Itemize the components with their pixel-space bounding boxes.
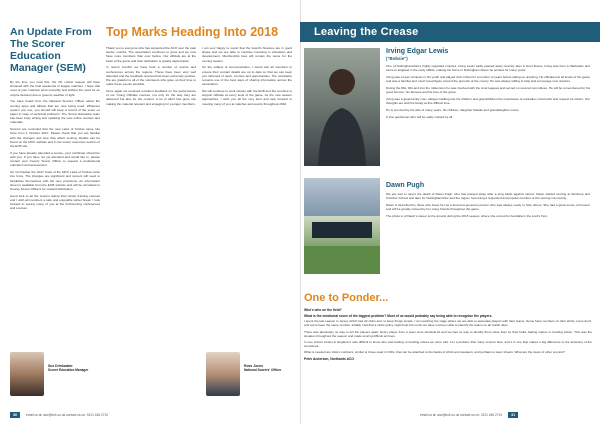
ponder-subquestion: What is the emotional score of the biggest problem? Most of us would probably say being able to recognise the players. bbox=[304, 313, 493, 318]
irving-paragraph: A true gentleman who will be sadly missed by all. bbox=[386, 114, 454, 119]
right-footer-contact: email us at: aco@ecb.co.uk contact us on: 0121 446 2710 bbox=[420, 413, 503, 417]
sem-title: An Update From The Scorer Education Manager (SEM) bbox=[10, 26, 92, 74]
irving-obituary bbox=[386, 48, 590, 122]
top-marks-column-right bbox=[202, 46, 292, 108]
top-marks-paragraph: Thank you to everyone who has supported the ACO over the past twelve months. The association continues to grow and we now have more members than ever before. Our officials are at the heart of the game and their dedication is greatly appreciated. bbox=[106, 46, 196, 63]
nso-signature-role: National Scorers' Officer bbox=[244, 368, 282, 373]
sem-paragraph: Good luck to all the scorers taking their winter training courses and I wish all members a safe and enjoyable winter break. I look forward to seeing many of you at the forthcoming conferences and courses. bbox=[10, 193, 100, 211]
right-footer bbox=[420, 411, 518, 419]
sem-signature-name: Sue Drinkwater bbox=[48, 364, 73, 368]
top-marks-paragraph: On the subject of communication, I would ask all members to ensure their contact details are up to date so that we can keep you informed of news, courses and opportunities. The newsletter remains one of the best ways of sharing information across the association. bbox=[202, 65, 292, 87]
dawn-name: Dawn Pugh bbox=[386, 182, 425, 189]
top-marks-columns bbox=[106, 46, 292, 108]
top-marks-paragraph: I am very happy to report that the board's finances are in good shape and we are able to continue investing in education and development. Membership fees will remain the same for the coming season. bbox=[202, 46, 292, 63]
dawn-paragraph: Dawn is described by those who knew her as a kind and generous person who was always ready to help others. She had a great sense of humour and will be greatly missed by her many friends throughout the game. bbox=[386, 203, 590, 212]
top-marks-column-left bbox=[106, 46, 196, 108]
page-gutter bbox=[300, 0, 301, 424]
irving-paragraph: Irving was a keen cricketer in his youth and played club cricket for a number of years before taking up umpiring. He officiated at all levels of the game and was a familiar and much loved figure around the grounds of the county. He was always willing to help and encourage new umpires. bbox=[386, 75, 590, 84]
left-footer bbox=[10, 411, 108, 419]
ponder-question: Who's who on the field? bbox=[304, 308, 342, 312]
irving-paragraph: He is survived by his wife of many years, his children, daughter Natalie and granddaughter Lotus. bbox=[386, 108, 520, 112]
sem-portrait-photo bbox=[10, 352, 44, 396]
sem-article bbox=[10, 26, 100, 213]
left-page-number: 30 bbox=[10, 412, 20, 418]
sem-signature bbox=[48, 364, 98, 373]
irving-paragraph: Irving was a great family man, always instilling into his children and grandchildren the importance of education, hard work and respect for others. Our thoughts are with his family at this difficult time. bbox=[386, 97, 590, 106]
scoreboard-icon bbox=[304, 216, 380, 274]
nso-signature bbox=[244, 364, 296, 373]
irving-name: Irving Edgar Lewis bbox=[386, 48, 449, 55]
ponder-article bbox=[304, 308, 592, 361]
ponder-paragraph: I spent the last season in Jersey which has 22 clubs and, to keep things simple, I am reaching the stage where we are able to associate players with their teams. Some have numbers on their shirts, some don't, and some have the same number. Initially I felt that a clubs policy might help but so far we have not been able to identify the teams on all match days. bbox=[304, 319, 592, 328]
dawn-paragraph: The photo is of Dawn's career at the ground during the 2015 season, where she scored for Australia in the Lord's Test. bbox=[386, 214, 548, 218]
ponder-paragraph: What is needed are Velcro numbers, similar to those used in ODIs, that can be attached to the backs of shirts and sweaters, and perhaps to team sheets. What are the views of other scorers? bbox=[304, 350, 565, 355]
top-marks-article bbox=[106, 26, 292, 108]
right-page-number: 31 bbox=[508, 412, 518, 418]
sem-signature-role: Scorer Education Manager bbox=[48, 368, 89, 373]
nso-portrait-photo bbox=[206, 352, 240, 396]
ponder-title: One to Ponder... bbox=[304, 292, 389, 304]
irving-nickname: ("Bobsie") bbox=[386, 56, 408, 61]
top-marks-paragraph: Once again we received excellent feedback on the performance of our Young Officials courses, not only for the way they are delivered but also for the content. A lot of effort has gone into making the material relevant and engaging for younger members. bbox=[106, 89, 196, 106]
irving-paragraph: One of Nottinghamshire's highly regarded umpires, Irving Lewis sadly passed away recently after a short illness. Irving was born in Barbados and came to England in the early 1960s, making his home in Nottingham where he worked for many years. bbox=[386, 64, 590, 73]
dawn-obituary bbox=[386, 182, 590, 221]
sem-paragraph: Scorers are reminded that the new Laws of Cricket came into force from 1 October 2017. Please check that you are familiar with the changes and how they affect scoring. Details can be found on the MCC website and in the scorer resources section of the ECB site. bbox=[10, 127, 100, 149]
ponder-paragraph: In one school cricket in England it was difficult to know who was batting or bowling unless we were told. It is a problem that many scorers face, and it is one that makes a big difference to the accuracy of the scorebook. bbox=[304, 340, 592, 349]
sem-paragraph: By the time you read this, the UK cricket season will have climaxed with the final weekends of league matches. I hope that most of your matches went smoothly and without the need for an umpire decision due to ground, weather or light. bbox=[10, 80, 100, 97]
dawn-paragraph: We are sad to report the death of Dawn Pugh, who has passed away after a long battle against cancer. Dawn started scoring at Worksop and Clumber School and later for Nottinghamshire and the region, becoming a respected and popular member of the scoring community. bbox=[386, 192, 590, 201]
ponder-paragraph: There was absolutely no way to tell the players apart. Every player from a team wore identical kit and we had no way to identify them other than by their build, batting stance or bowling action. This was the situation throughout the season and made scoring difficult at times. bbox=[304, 329, 592, 338]
top-marks-title: Top Marks Heading Into 2018 bbox=[106, 25, 279, 39]
person-silhouette-icon bbox=[304, 48, 380, 166]
ponder-author: Peter Anderson, Northants ACO bbox=[304, 356, 354, 361]
sem-paragraph: If you have already attended a course, your certificate should be with you. If you have not yet attended and would like to, please contact your County Scorer Officer to request a professional education and assessment. bbox=[10, 150, 100, 168]
top-marks-paragraph: We will continue to work closely with the ECB and the counties to support officials at every level of the game. As the new season approaches, I wish you all the very best and look forward to meeting many of you at matches and events throughout 2018. bbox=[202, 89, 292, 106]
dawn-ground-photo bbox=[304, 216, 380, 274]
leaving-crease-title: Leaving the Crease bbox=[314, 26, 419, 38]
top-marks-paragraph: In recent months we have held a number of events and conferences across the regions. These have been very well attended and the feedback received has been extremely positive. We are grateful to all of the volunteers who gave up their time to make these events possible. bbox=[106, 65, 196, 87]
sem-paragraph: On 14 October the 2017 Code of the MCC Laws of Cricket came into force. The changes are significant and scorers will need to familiarise themselves with the new provisions. An information sheet is available from the ECB website and will be circulated to County Scorer Officers for onward distribution. bbox=[10, 170, 100, 192]
sem-paragraph: You have heard from the National Scorers' Officer about the scoring apps and tablets that are now being used. Whatever system you use, you should still keep a record of the score on paper in case of technical problems. The Scorer Education team has been busy writing and updating the new online courses and materials. bbox=[10, 99, 100, 125]
nso-signature-name: Ross Jones bbox=[244, 364, 264, 368]
irving-lewis-photo bbox=[304, 48, 380, 166]
left-footer-contact: email us at: aco@ecb.co.uk contact us on: 0121 446 2710 bbox=[26, 413, 109, 417]
irving-paragraph: During the 80s, 90s and into the millennium he was involved with the local leagues and served on several committees. He will be remembered for his good humour, his fairness and his love of the game. bbox=[386, 86, 590, 95]
